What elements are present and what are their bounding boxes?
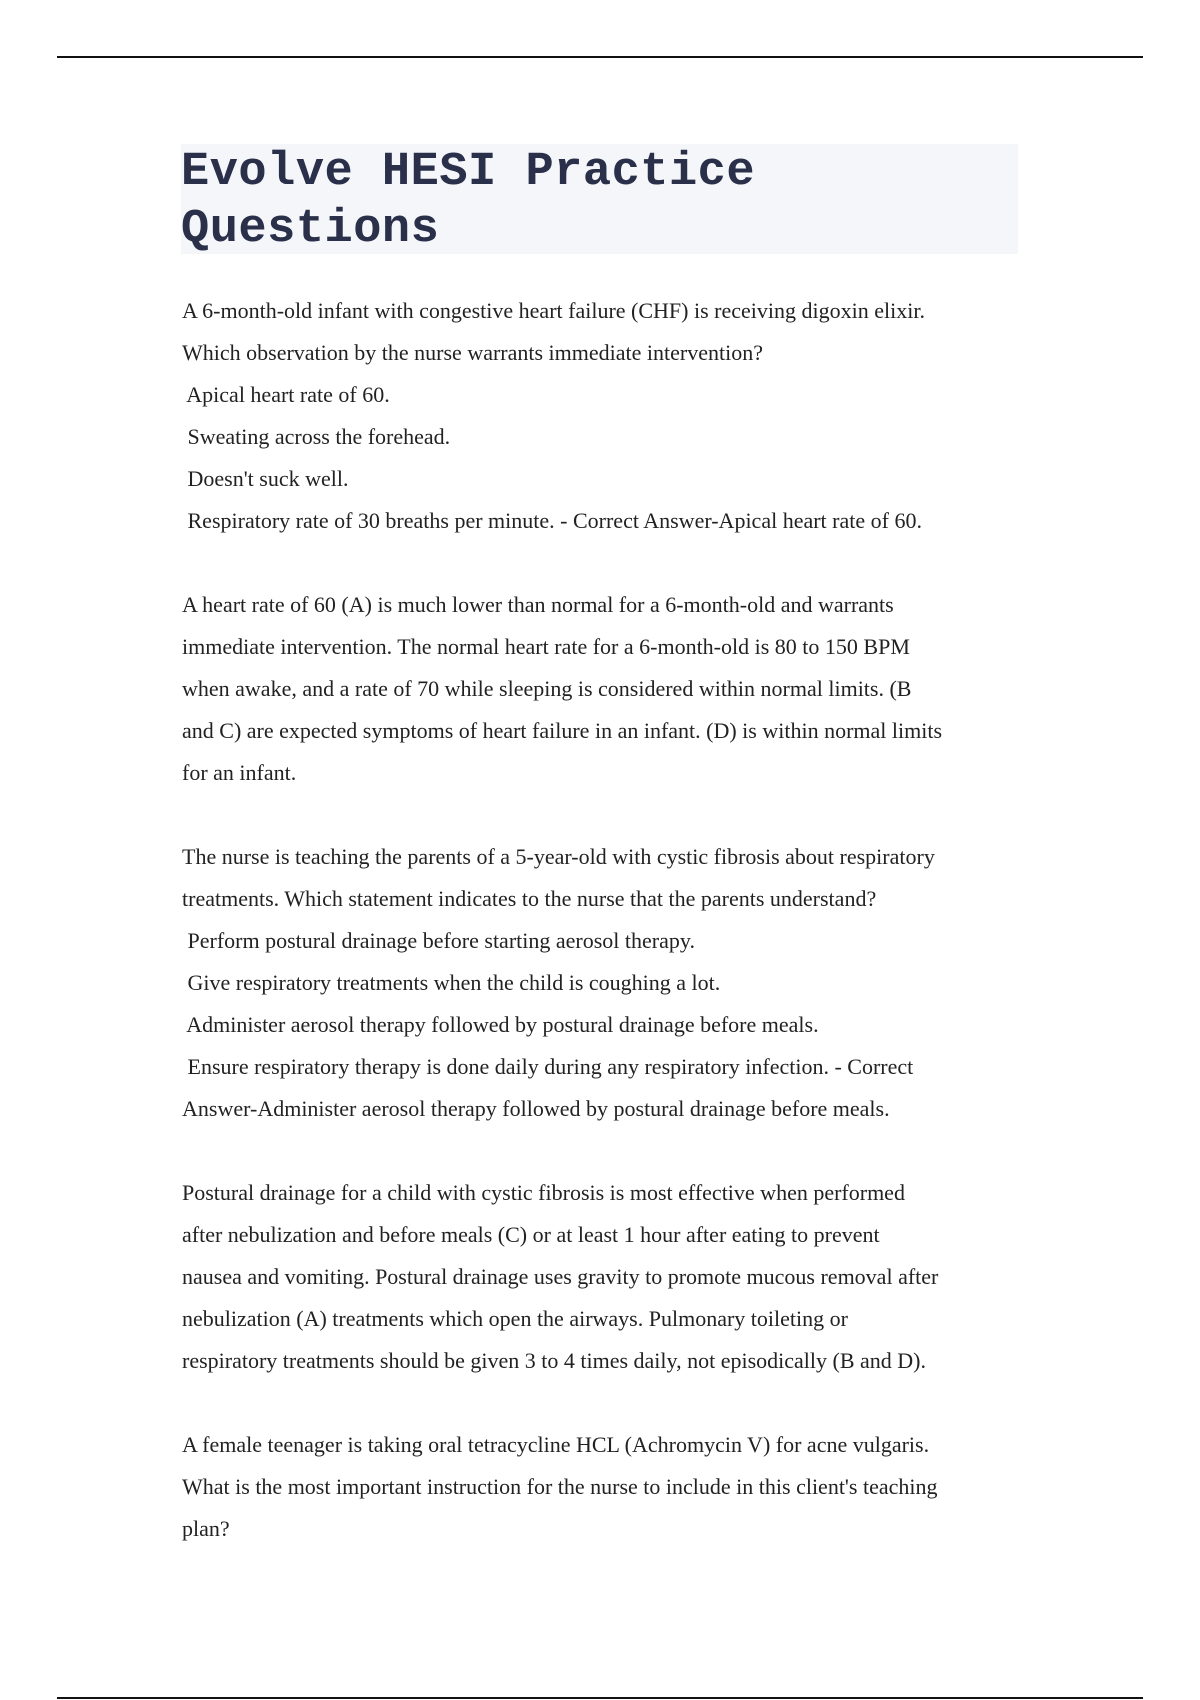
text-line: for an infant. bbox=[182, 760, 297, 785]
paragraph-gap bbox=[182, 542, 1032, 584]
text-line: Apical heart rate of 60. bbox=[182, 382, 390, 407]
text-line: The nurse is teaching the parents of a 5-year-old with cystic fibrosis about respiratory bbox=[182, 844, 935, 869]
text-line: plan? bbox=[182, 1516, 230, 1541]
title-line-2: Questions bbox=[181, 203, 440, 256]
text-line: A 6-month-old infant with congestive heart failure (CHF) is receiving digoxin elixir. bbox=[182, 298, 925, 323]
text-line: after nebulization and before meals (C) or at least 1 hour after eating to prevent bbox=[182, 1222, 880, 1247]
text-line: Give respiratory treatments when the child is coughing a lot. bbox=[182, 970, 721, 995]
bottom-rule bbox=[57, 1697, 1143, 1699]
page-title bbox=[181, 144, 755, 258]
text-line: nausea and vomiting. Postural drainage uses gravity to promote mucous removal after bbox=[182, 1264, 939, 1289]
text-line: Doesn't suck well. bbox=[182, 466, 349, 491]
text-line: Sweating across the forehead. bbox=[182, 424, 451, 449]
paragraph-gap bbox=[182, 1130, 1032, 1172]
text-line: A heart rate of 60 (A) is much lower than normal for a 6-month-old and warrants bbox=[182, 592, 894, 617]
text-line: What is the most important instruction for the nurse to include in this client's teaching bbox=[182, 1474, 938, 1499]
text-line: respiratory treatments should be given 3 to 4 times daily, not episodically (B and D). bbox=[182, 1348, 926, 1373]
text-line: immediate intervention. The normal heart rate for a 6-month-old is 80 to 150 BPM bbox=[182, 634, 910, 659]
text-line: Perform postural drainage before starting aerosol therapy. bbox=[182, 928, 695, 953]
text-line: Respiratory rate of 30 breaths per minute. - Correct Answer-Apical heart rate of 60. bbox=[182, 508, 922, 533]
document-body bbox=[182, 290, 1032, 1550]
text-line: Answer-Administer aerosol therapy followed by postural drainage before meals. bbox=[182, 1096, 890, 1121]
text-line: and C) are expected symptoms of heart failure in an infant. (D) is within normal limits bbox=[182, 718, 943, 743]
top-rule bbox=[57, 56, 1143, 58]
text-line: Ensure respiratory therapy is done daily during any respiratory infection. - Correct bbox=[182, 1054, 914, 1079]
text-line: Which observation by the nurse warrants immediate intervention? bbox=[182, 340, 763, 365]
paragraph-gap bbox=[182, 794, 1032, 836]
text-line: A female teenager is taking oral tetracycline HCL (Achromycin V) for acne vulgaris. bbox=[182, 1432, 930, 1457]
text-line: when awake, and a rate of 70 while sleeping is considered within normal limits. (B bbox=[182, 676, 912, 701]
paragraph-gap bbox=[182, 1382, 1032, 1424]
text-line: treatments. Which statement indicates to the nurse that the parents understand? bbox=[182, 886, 877, 911]
title-block bbox=[181, 144, 1018, 254]
text-line: Postural drainage for a child with cystic fibrosis is most effective when performed bbox=[182, 1180, 905, 1205]
text-line: Administer aerosol therapy followed by postural drainage before meals. bbox=[182, 1012, 819, 1037]
title-line-1: Evolve HESI Practice bbox=[181, 146, 756, 199]
text-line: nebulization (A) treatments which open the airways. Pulmonary toileting or bbox=[182, 1306, 848, 1331]
